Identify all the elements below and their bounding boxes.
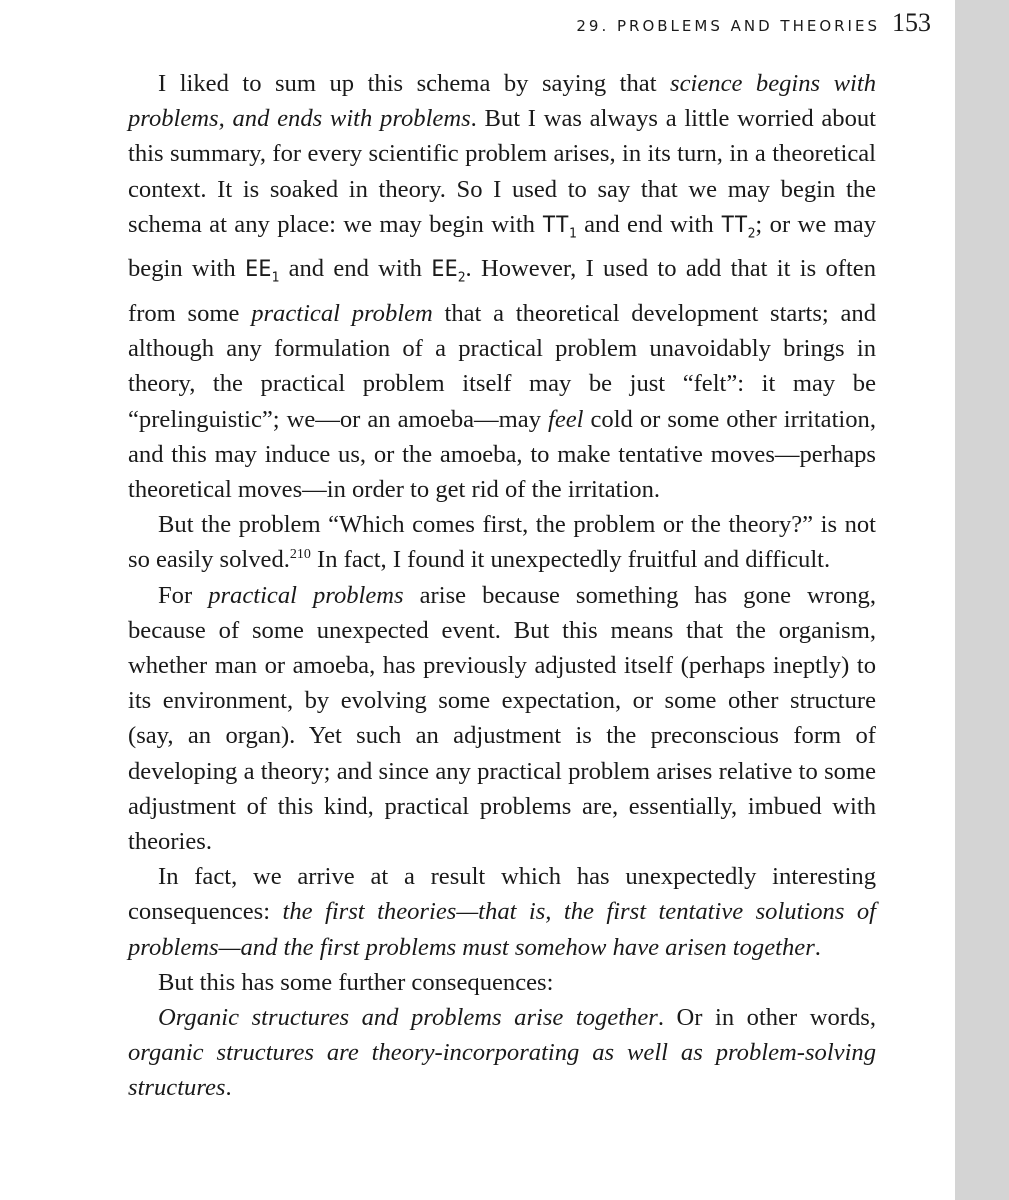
- paragraph-5: [128, 965, 876, 1000]
- body-text: [128, 66, 876, 1106]
- text-run: and end with: [279, 255, 432, 283]
- text-run: .: [814, 933, 821, 961]
- paragraph-3: [128, 578, 876, 860]
- emphasis: organic structures are theory-incorporating as well as problem-solving structures: [128, 1039, 876, 1102]
- text-run: But this has some further consequences:: [158, 968, 554, 996]
- text-run: For: [158, 581, 209, 609]
- text-run: . Or in other words,: [657, 1004, 876, 1032]
- text-run: cold or some other irritation, and this may induce us, or the amoeba, to make tentative moves—perhaps theoretical moves—in order to get rid of the irritation.: [128, 405, 876, 504]
- symbol-tt1: $TT_1$: [542, 212, 577, 242]
- text-run: I liked to sum up this schema by saying that: [158, 70, 671, 97]
- text-run: and end with: [576, 210, 722, 238]
- symbol-ee1: $EE_1$: [244, 257, 280, 286]
- paragraph-4: [128, 859, 876, 965]
- paragraph-2: [128, 507, 876, 577]
- paragraph-6: [128, 1000, 876, 1106]
- text-run: In fact, we arrive at a result which has unexpectedly interesting consequences:: [128, 863, 876, 926]
- emphasis: feel: [548, 405, 584, 433]
- symbol-tt2: $TT_2$: [721, 212, 756, 242]
- text-run: that a theoretical development starts; and although any formulation of a practical problem unavoidably brings in theory, the practical problem itself may be just “felt”: it may be “prelinguistic”; we—or an amoeba—may: [128, 300, 877, 433]
- emphasis: practical problems: [208, 581, 404, 609]
- emphasis: science begins with problems, and ends with problems: [128, 70, 876, 133]
- footnote-ref[interactable]: 210: [289, 547, 311, 563]
- text-run: ; or we may begin with: [128, 210, 876, 283]
- text-run: In fact, I found it unexpectedly fruitful and difficult.: [310, 546, 831, 574]
- emphasis: practical problem: [251, 300, 433, 327]
- emphasis: the first theories—that is, the first tentative solutions of problems—and the first problems must somehow have arisen together: [128, 898, 877, 961]
- text-run: . However, I used to add that it is often from some: [128, 255, 876, 327]
- text-run: . But I was always a little worried about this summary, for every scientific problem arises, in its turn, in a theoretical context. It is soaked in theory. So I used to say that we may begin the schema at any place: we may begin with: [128, 105, 876, 238]
- emphasis: Organic structures and problems arise together: [158, 1004, 658, 1032]
- page-header: [576, 8, 931, 38]
- symbol-ee2: $EE_2$: [431, 257, 466, 286]
- running-head: 29. PROBLEMS AND THEORIES: [576, 17, 880, 35]
- text-run: .: [225, 1074, 232, 1102]
- page-number: 153: [892, 8, 931, 37]
- text-run: But the problem “Which comes first, the problem or the theory?” is not so easily solved.: [128, 511, 876, 574]
- paragraph-1: [128, 66, 876, 507]
- text-run: arise because something has gone wrong, because of some unexpected event. But this means that the organism, whether man or amoeba, has previously adjusted itself (perhaps ineptly) to its environment, by evolving some expectation, or some other structure (say, an organ). Yet such an adjustment is the preconscious form of developing a theory; and since any practical problem arises relative to some adjustment of this kind, practical problems are, essentially, imbued with theories.: [128, 581, 876, 856]
